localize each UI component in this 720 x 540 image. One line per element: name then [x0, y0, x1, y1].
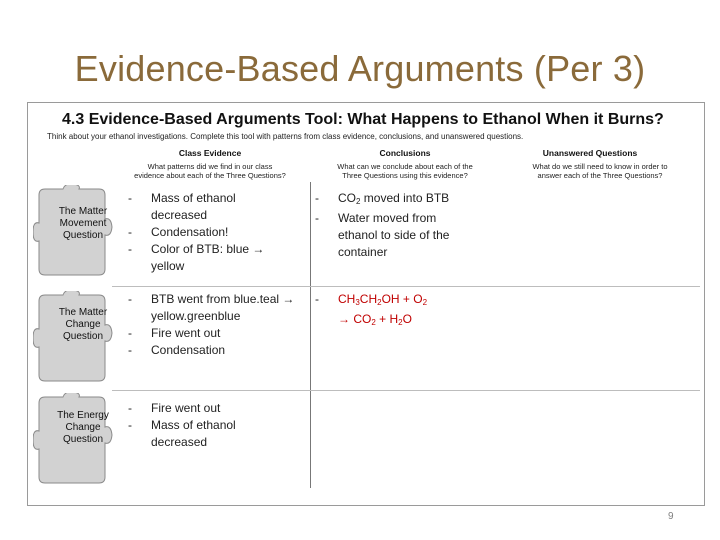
- question-label-matter-change: [47, 307, 119, 343]
- bullet-dash: -: [315, 191, 319, 205]
- question-label-line: Question: [62, 230, 104, 241]
- column-question-line: What patterns did we find in our class: [147, 162, 273, 171]
- question-label-matter-movement: [47, 206, 119, 242]
- bullet-dash: -: [128, 242, 132, 256]
- slide-title: Evidence-Based Arguments (Per 3): [74, 48, 646, 89]
- page-number: 9: [668, 511, 674, 522]
- row-divider: [112, 286, 700, 287]
- bullet-dash: -: [315, 292, 319, 306]
- column-question-line: answer each of the Three Questions?: [537, 171, 663, 180]
- row-divider: [112, 390, 700, 391]
- bullet-dash: -: [128, 401, 132, 415]
- column-question-line: What can we conclude about each of the: [337, 162, 473, 171]
- question-label-line: Change: [65, 422, 101, 433]
- chemical-equation: [315, 291, 475, 331]
- conclusion-cell-matter-change: [315, 291, 475, 331]
- question-label-line: Question: [62, 434, 104, 445]
- question-label-line: The Matter: [58, 206, 108, 217]
- column-heading-unanswered: Unanswered Questions: [542, 148, 638, 158]
- question-label-line: Movement: [59, 218, 107, 229]
- column-question-conclusions: [310, 162, 500, 180]
- question-label-line: Question: [62, 331, 104, 342]
- conclusion-item: - $CO_2$ moved into BTB: [315, 191, 450, 206]
- column-divider: [310, 182, 311, 488]
- evidence-item: - Color of BTB: blue → yellow: [128, 242, 265, 273]
- conclusion-cell-matter-movement: [315, 190, 475, 261]
- evidence-item: - Condensation: [128, 343, 226, 357]
- evidence-item: - Mass of ethanol decreased: [128, 418, 236, 449]
- evidence-item: - Mass of ethanol decreased: [128, 191, 236, 222]
- bullet-dash: -: [128, 343, 132, 357]
- bullet-dash: -: [128, 191, 132, 205]
- bullet-dash: -: [128, 326, 132, 340]
- tool-title: 4.3 Evidence-Based Arguments Tool: What Happens to Ethanol When it Burns?: [62, 111, 664, 128]
- column-question-evidence: [115, 162, 305, 180]
- column-question-line: evidence about each of the Three Questions?: [134, 171, 286, 180]
- question-label-line: The Matter: [58, 307, 108, 318]
- column-question-unanswered: [502, 162, 698, 180]
- column-heading-evidence: Class Evidence: [178, 148, 242, 158]
- question-label-line: The Energy: [57, 410, 109, 421]
- bullet-dash: -: [128, 225, 132, 239]
- conclusion-item: - Water moved from ethanol to side of the container: [315, 211, 450, 259]
- bullet-dash: -: [128, 418, 132, 432]
- evidence-item: - Fire went out: [128, 326, 221, 340]
- tool-instructions: Think about your ethanol investigations. Complete this tool with patterns from class evidence, conclusions, and unanswered questions.: [47, 132, 524, 141]
- column-question-line: Three Questions using this evidence?: [342, 171, 468, 180]
- question-label-line: Change: [65, 319, 101, 330]
- evidence-item: - BTB went from blue.teal → yellow.greenblue: [128, 292, 295, 323]
- question-label-energy-change: [47, 410, 119, 446]
- evidence-cell-matter-change: [128, 291, 298, 359]
- bullet-dash: -: [315, 211, 319, 225]
- evidence-cell-matter-movement: [128, 190, 293, 275]
- column-question-line: What do we still need to know in order to: [532, 162, 668, 171]
- evidence-cell-energy-change: [128, 400, 293, 451]
- column-heading-conclusions: Conclusions: [379, 148, 431, 158]
- evidence-item: - Condensation!: [128, 225, 229, 239]
- equation-reactants: $CH_3CH_2OH + O_2$: [338, 292, 428, 307]
- bullet-dash: -: [128, 292, 132, 306]
- equation-products: → $CO_2 + H_2O$: [338, 312, 412, 327]
- evidence-item: - Fire went out: [128, 401, 221, 415]
